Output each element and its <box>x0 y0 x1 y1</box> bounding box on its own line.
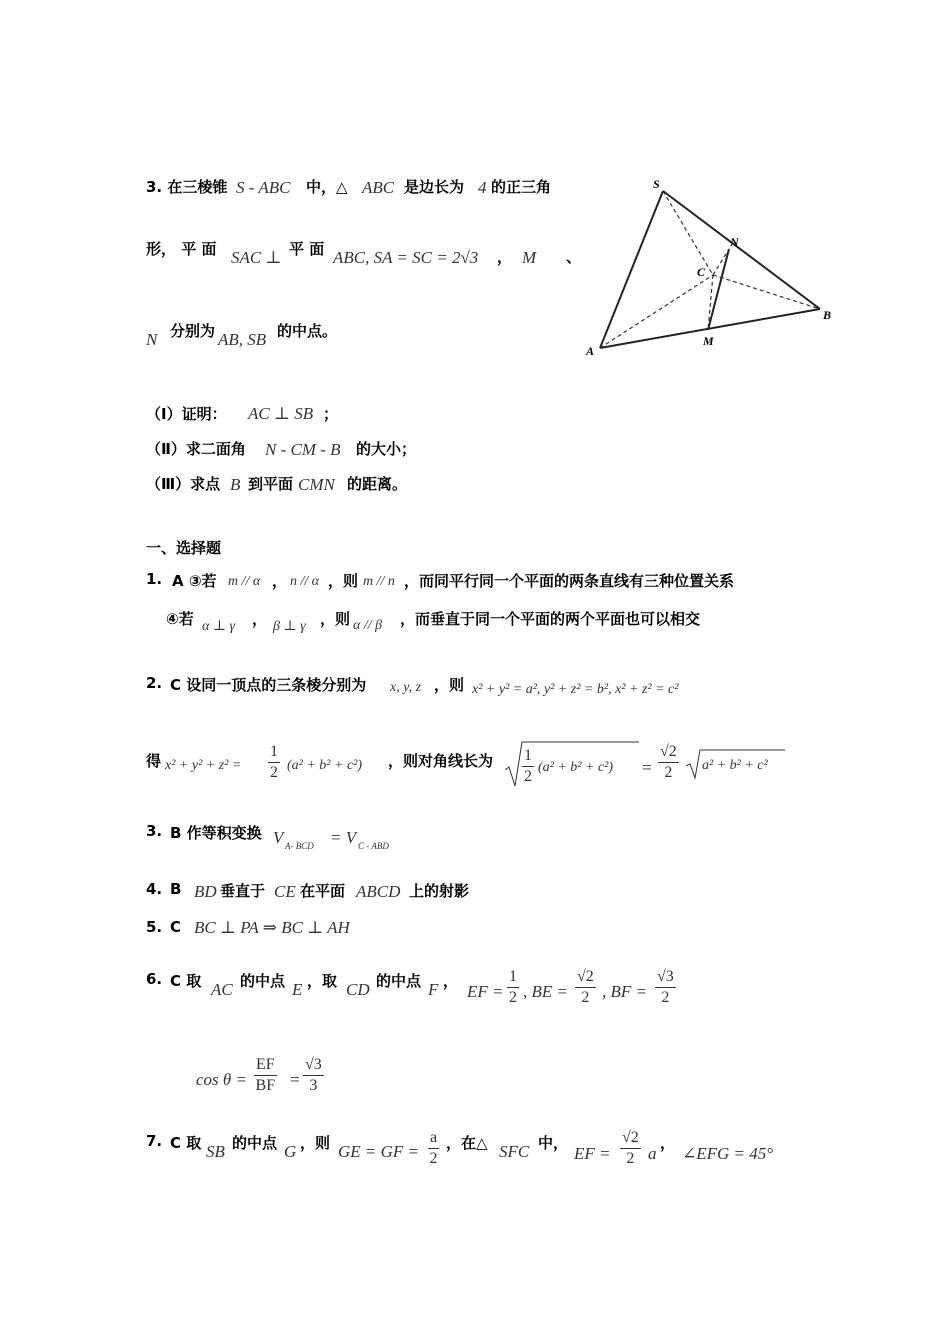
answer-math: α // β <box>353 618 383 633</box>
answer-number: 4. <box>146 880 163 898</box>
answer-text: 上的射影 <box>409 882 470 900</box>
answer-text: 得 <box>146 752 162 770</box>
answer-text: ，而垂直于同一个平面的两个平面也可以相交 <box>400 610 701 628</box>
fraction-denominator: 2 <box>581 989 590 1006</box>
label-C: C <box>697 265 706 279</box>
fraction-numerator: √2 <box>575 967 596 988</box>
label-B: B <box>823 308 832 322</box>
p3-text: 形， 平 面 <box>146 240 217 258</box>
fraction-numerator: EF <box>254 1055 277 1076</box>
fraction <box>254 1055 277 1096</box>
answer-text: ，而同平行同一个平面的两条直线有三种位置关系 <box>404 572 735 590</box>
pyramid-figure <box>580 175 845 365</box>
answer-text: 的中点 <box>376 972 422 990</box>
section-title: 一、选择题 <box>146 539 222 557</box>
answer-math-subscript: C - ABD <box>358 841 389 851</box>
answer-math: m // α <box>228 574 261 589</box>
answer-math: BD <box>194 882 217 901</box>
fraction-denominator: 2 <box>429 1150 438 1167</box>
answer-math: E <box>292 980 303 999</box>
answer-math: EF = <box>467 982 504 1001</box>
p3-text: 的距离。 <box>347 475 408 493</box>
answer-text: 在平面 <box>300 882 346 900</box>
answer-number: 7. <box>146 1132 163 1150</box>
p3-text: 的正三角 <box>491 178 552 196</box>
p3-text: 的大小； <box>356 440 417 458</box>
p3-question-1: （Ⅰ）证明： <box>146 405 227 423</box>
fraction-numerator: 1 <box>507 967 519 988</box>
answer-number: 5. <box>146 918 163 936</box>
answer-text: 中， <box>538 1134 569 1152</box>
fraction-numerator: √3 <box>655 967 676 988</box>
answer-math: BC ⊥ PA ⇒ BC ⊥ AH <box>194 918 350 937</box>
p3-text: 到平面 <box>248 475 294 493</box>
label-M: M <box>703 334 714 348</box>
answer-number: 6. <box>146 970 163 988</box>
answer-text: C 设同一顶点的三条棱分别为 <box>170 676 367 694</box>
answer-text: ， <box>660 1134 676 1152</box>
fraction <box>658 742 679 783</box>
p3-math: AB, SB <box>218 330 267 349</box>
answer-text: ， <box>272 572 288 590</box>
edge-CB <box>713 275 820 309</box>
answer-text: 的中点 <box>232 1134 278 1152</box>
answer-text: C 取 <box>170 972 202 990</box>
fraction-denominator: 2 <box>524 768 532 785</box>
answer-math: a² + b² + c² <box>702 758 768 773</box>
p3-text: 的中点。 <box>277 322 338 340</box>
answer-math-subscript: A- BCD <box>285 841 314 851</box>
fraction-numerator: a <box>428 1128 439 1149</box>
answer-math: = V <box>330 828 357 847</box>
answer-text: B <box>170 880 182 898</box>
answer-math: α ⊥ γ <box>202 619 236 634</box>
fraction <box>575 967 596 1008</box>
label-S: S <box>653 177 660 191</box>
answer-math: G <box>284 1142 297 1161</box>
p3-text: 中，△ <box>306 178 348 196</box>
p3-math: N - CM - B <box>265 440 341 459</box>
answer-text: B 作等积变换 <box>170 824 262 842</box>
answer-math: a <box>648 1144 657 1163</box>
p3-math: ABC, SA = SC = 2√3 <box>333 248 479 267</box>
answer-text: ，则 <box>320 610 351 628</box>
answer-math: EF = <box>574 1144 611 1163</box>
answer-math: x² + y² = a², y² + z² = b², x² + z² = c² <box>472 682 679 697</box>
p3-text: 、 <box>566 248 582 266</box>
fraction <box>428 1128 439 1169</box>
answer-text: ， <box>252 610 268 628</box>
answer-math: GE = GF = <box>338 1142 420 1161</box>
fraction <box>620 1128 641 1169</box>
fraction <box>507 967 519 1008</box>
p3-math: SAC ⊥ <box>231 248 282 267</box>
fraction <box>268 742 280 783</box>
p3-text: ； <box>323 405 339 423</box>
fraction-numerator: 1 <box>268 742 280 763</box>
answer-math: x, y, z <box>390 680 422 695</box>
answer-text: C <box>170 918 182 936</box>
p3-math: S - ABC <box>236 178 291 197</box>
answer-text: ，则对角线长为 <box>388 752 494 770</box>
fraction-denominator: 2 <box>664 764 673 781</box>
answer-math: F <box>428 980 439 999</box>
label-A: A <box>586 344 595 358</box>
answer-math: , BF = <box>602 982 647 1001</box>
p3-math: M <box>522 248 537 267</box>
answer-math: = <box>289 1070 301 1089</box>
answer-text: 的中点 <box>240 972 286 990</box>
p3-math: B <box>230 475 241 494</box>
p3-text: 3. 在三棱锥 <box>146 178 228 196</box>
answer-math: ∠EFG = 45° <box>682 1144 774 1163</box>
answer-math: = <box>641 758 653 777</box>
answer-math: (a² + b² + c²) <box>287 758 363 773</box>
edge-SC <box>663 191 713 275</box>
answer-number: 2. <box>146 674 163 692</box>
answer-text: C 取 <box>170 1134 202 1152</box>
fraction <box>655 967 676 1008</box>
answer-text: ，取 <box>307 972 338 990</box>
p3-text: 分别为 <box>170 322 216 340</box>
fraction-numerator: 1 <box>522 746 534 767</box>
answer-math: m // n <box>363 574 395 589</box>
answer-math: x² + y² + z² = <box>165 758 242 773</box>
answer-math: AC <box>211 980 233 999</box>
answer-math: CD <box>346 980 370 999</box>
answer-math: (a² + b² + c²) <box>538 760 614 775</box>
edge-SB <box>663 191 820 309</box>
answer-text: ④若 <box>166 610 194 628</box>
answer-math: , BE = <box>523 982 568 1001</box>
answer-math: SFC <box>499 1142 530 1161</box>
answer-number: 3. <box>146 822 163 840</box>
answer-math: V <box>273 828 284 847</box>
p3-text: 平 面 <box>289 240 325 258</box>
answer-math: ABCD <box>356 882 401 901</box>
fraction-denominator: 2 <box>661 989 670 1006</box>
fraction-numerator: √2 <box>620 1128 641 1149</box>
answer-math: cos θ = <box>196 1070 247 1089</box>
answer-math: CE <box>274 882 296 901</box>
p3-text: 是边长为 <box>404 178 465 196</box>
fraction-denominator: 2 <box>509 989 517 1006</box>
p3-math: ABC <box>362 178 395 197</box>
p3-math: N <box>146 330 158 349</box>
answer-math: SB <box>206 1142 225 1161</box>
answer-text: ， <box>443 972 459 990</box>
fraction <box>303 1055 324 1096</box>
fraction-denominator: BF <box>255 1077 276 1094</box>
p3-question-2: （Ⅱ）求二面角 <box>146 440 246 458</box>
answer-math: β ⊥ γ <box>273 619 306 634</box>
answer-text: ，则 <box>328 572 359 590</box>
fraction <box>522 746 534 787</box>
p3-text: ， <box>497 248 513 266</box>
fraction-numerator: √2 <box>658 742 679 763</box>
fraction-numerator: √3 <box>303 1055 324 1076</box>
answer-text: ，在△ <box>446 1134 488 1152</box>
p3-math: CMN <box>298 475 335 494</box>
answer-text: ，则 <box>434 676 465 694</box>
answer-text: ，则 <box>300 1134 331 1152</box>
edge-SA <box>600 191 663 348</box>
answer-text: 垂直于 <box>220 882 266 900</box>
answer-math: n // α <box>290 574 320 589</box>
p3-math: 4 <box>478 178 487 197</box>
fraction-denominator: 2 <box>626 1150 635 1167</box>
fraction-denominator: 2 <box>270 764 278 781</box>
label-N: N <box>730 235 739 249</box>
p3-math: AC ⊥ SB <box>248 404 314 423</box>
answer-text: A ③若 <box>172 572 217 590</box>
fraction-denominator: 3 <box>309 1077 318 1094</box>
answer-number: 1. <box>146 570 163 588</box>
p3-question-3: （Ⅲ）求点 <box>146 475 221 493</box>
